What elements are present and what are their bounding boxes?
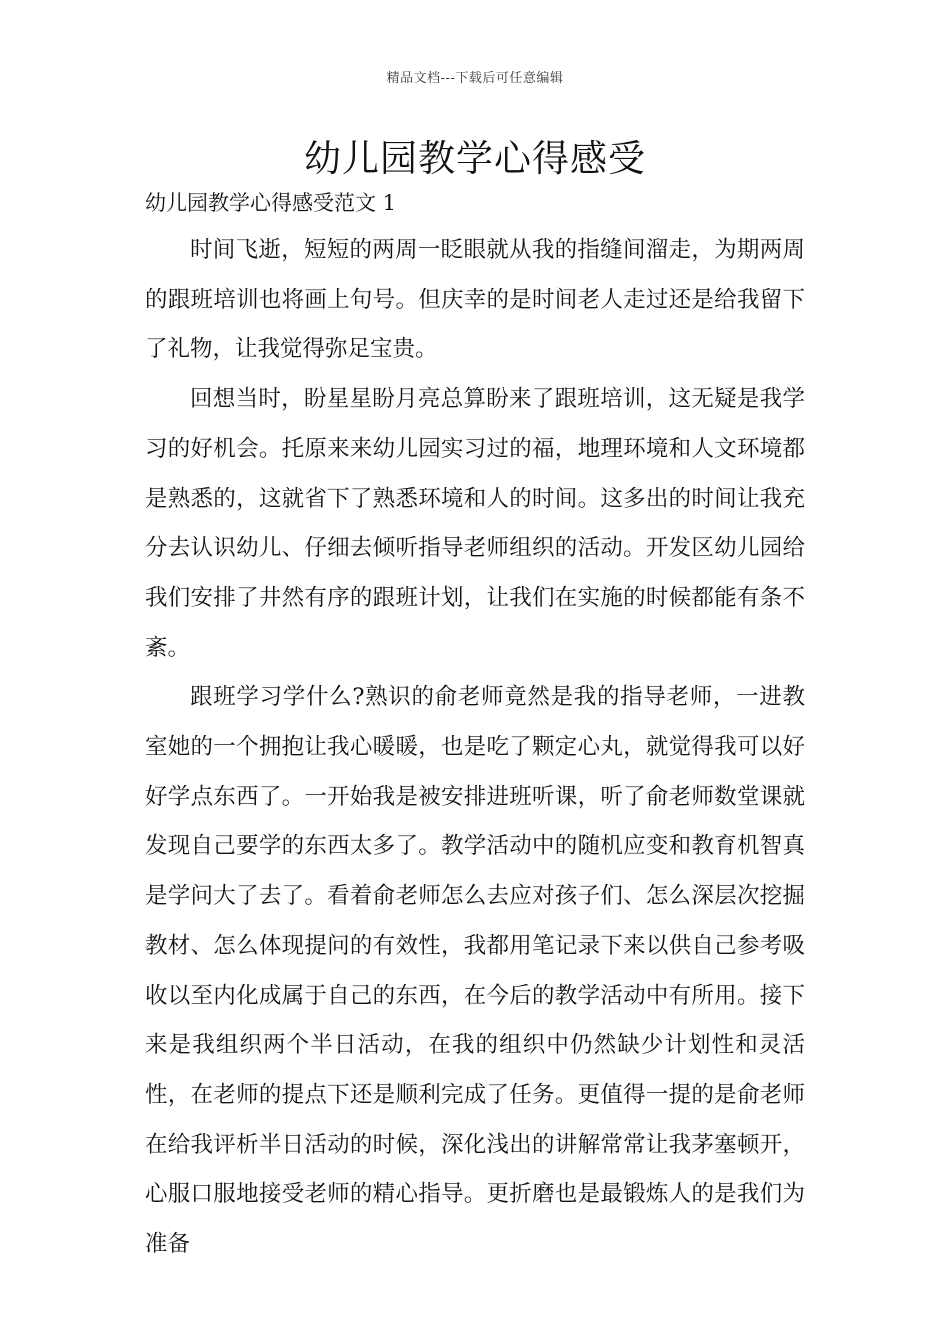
document-subtitle: 幼儿园教学心得感受范文 1: [145, 191, 397, 215]
paragraph: 时间飞逝，短短的两周一眨眼就从我的指缝间溜走，为期两周的跟班培训也将画上句号。但庆幸的是时间老人走过还是给我留下了礼物，让我觉得弥足宝贵。: [145, 237, 805, 363]
document-body: [145, 226, 805, 1270]
paragraph: 跟班学习学什么?熟识的俞老师竟然是我的指导老师，一进教室她的一个拥抱让我心暖暖，也是吃了颗定心丸，就觉得我可以好好学点东西了。一开始我是被安排进班听课，听了俞老师数堂课就发现自己要学的东西太多了。教学活动中的随机应变和教育机智真是学问大了去了。看着俞老师怎么去应对孩子们、怎么深层次挖掘教材、怎么体现提问的有效性，我都用笔记录下来以供自己参考吸收以至内化成属于自己的东西，在今后的教学活动中有所用。接下来是我组织两个半日活动，在我的组织中仍然缺少计划性和灵活性，在老师的提点下还是顺利完成了任务。更值得一提的是俞老师在给我评析半日活动的时候，深化浅出的讲解常常让我茅塞顿开，心服口服地接受老师的精心指导。更折磨也是最锻炼人的是我们为准备: [145, 684, 805, 1258]
document-title: 幼儿园教学心得感受: [304, 137, 646, 180]
header-note: 精品文档---下载后可任意编辑: [386, 71, 564, 86]
paragraph: 回想当时，盼星星盼月亮总算盼来了跟班培训，这无疑是我学习的好机会。托原来来幼儿园实习过的福，地理环境和人文环境都是熟悉的，这就省下了熟悉环境和人的时间。这多出的时间让我充分去认识幼儿、仔细去倾听指导老师组织的活动。开发区幼儿园给我们安排了井然有序的跟班计划，让我们在实施的时候都能有条不紊。: [145, 386, 805, 661]
